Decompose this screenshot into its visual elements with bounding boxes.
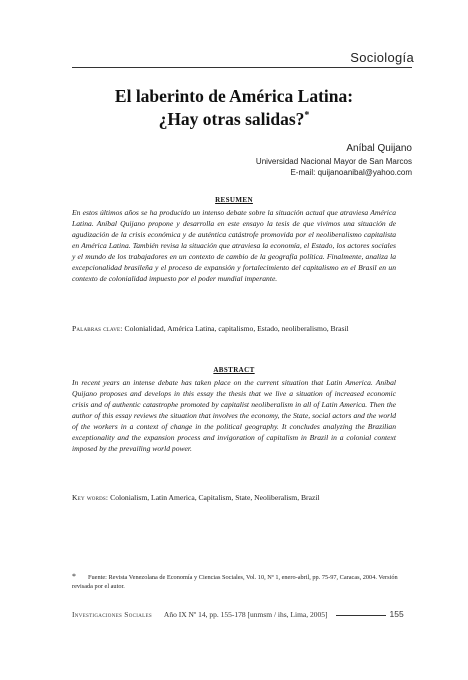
article-title [60, 86, 408, 129]
key-words-label: Key words: [72, 493, 109, 502]
key-words-list: Colonialism, Latin America, Capitalism, State, Neoliberalism, Brazil [110, 493, 320, 502]
section-label: Sociología [350, 50, 414, 65]
abstract-heading: ABSTRACT [213, 366, 255, 374]
journal-citation: Año IX Nº 14, pp. 155-178 [unmsm / ihs, Lima, 2005] [163, 610, 328, 619]
abstract-text: In recent years an intense debate has taken place on the current situation that Latin America. Aníbal Quijano proposes and develops in this essay the thesis that we live a situation of increased economic crisis and of authentic catastrophe promoted by capitalist neoliberalism in all of Latin America. Then the author of this essay reviews the situation that involves the economy, the State, social actors and the world of the workers in a context of change in the political geography. It concludes analyzing the Brazilian exceptionality and the expansion process and invigoration of capitalism in Brazil in a colonial context imposed by the prevailing world power. [72, 378, 396, 453]
title-footnote-mark: * [304, 110, 310, 121]
footnote-mark: * [72, 572, 76, 581]
header-rule [72, 67, 412, 68]
resumen-heading: RESUMEN [215, 196, 253, 204]
page-number: 155 [389, 609, 404, 619]
footnote-text: Fuente: Revista Venezolana de Economía y Ciencias Sociales, Vol. 10, Nº 1, enero-abril, pp. 75-97, Caracas, 2004. Versión revisada por el autor. [72, 574, 398, 590]
page-footer [72, 609, 412, 620]
resumen-text: En estos últimos años se ha producido un intenso debate sobre la situación actual que atraviesa América Latina. Aníbal Quijano propone y desarrolla en este ensayo la tesis de que vivimos una situación de agudización de la crisis económica y de auténtica catástrofe promovida por el neoliberalismo capitalista en América Latina. También revisa la situación que atraviesa la economía, el Estado, los actores sociales y el mundo de los trabajadores en un contexto de cambio de la geografía política. Finalmente, analiza la excepcionalidad brasileña y el proceso de expansión y fortalecimiento del capitalismo en el Brasil en un contexto de colonialidad impuesto por el poder mundial imperante. [72, 208, 396, 283]
author-email: E-mail: quijanoanibal@yahoo.com [290, 168, 412, 177]
keywords-label: Palabras clave: [72, 324, 123, 333]
keywords-list: Colonialidad, América Latina, capitalismo, Estado, neoliberalismo, Brasil [124, 324, 349, 333]
author-affiliation: Universidad Nacional Mayor de San Marcos [255, 157, 412, 166]
abstract-keywords [72, 492, 396, 503]
footnote [72, 572, 402, 591]
resumen-keywords [72, 323, 396, 334]
author-block [256, 142, 412, 178]
title-line-2 [60, 106, 408, 129]
footer-rule [336, 615, 386, 616]
journal-name: Investigaciones Sociales [72, 610, 152, 619]
author-name: Aníbal Quijano [346, 143, 412, 154]
title-line-2-text: ¿Hay otras salidas? [158, 108, 305, 129]
title-line-1: El laberinto de América Latina: [114, 86, 354, 106]
